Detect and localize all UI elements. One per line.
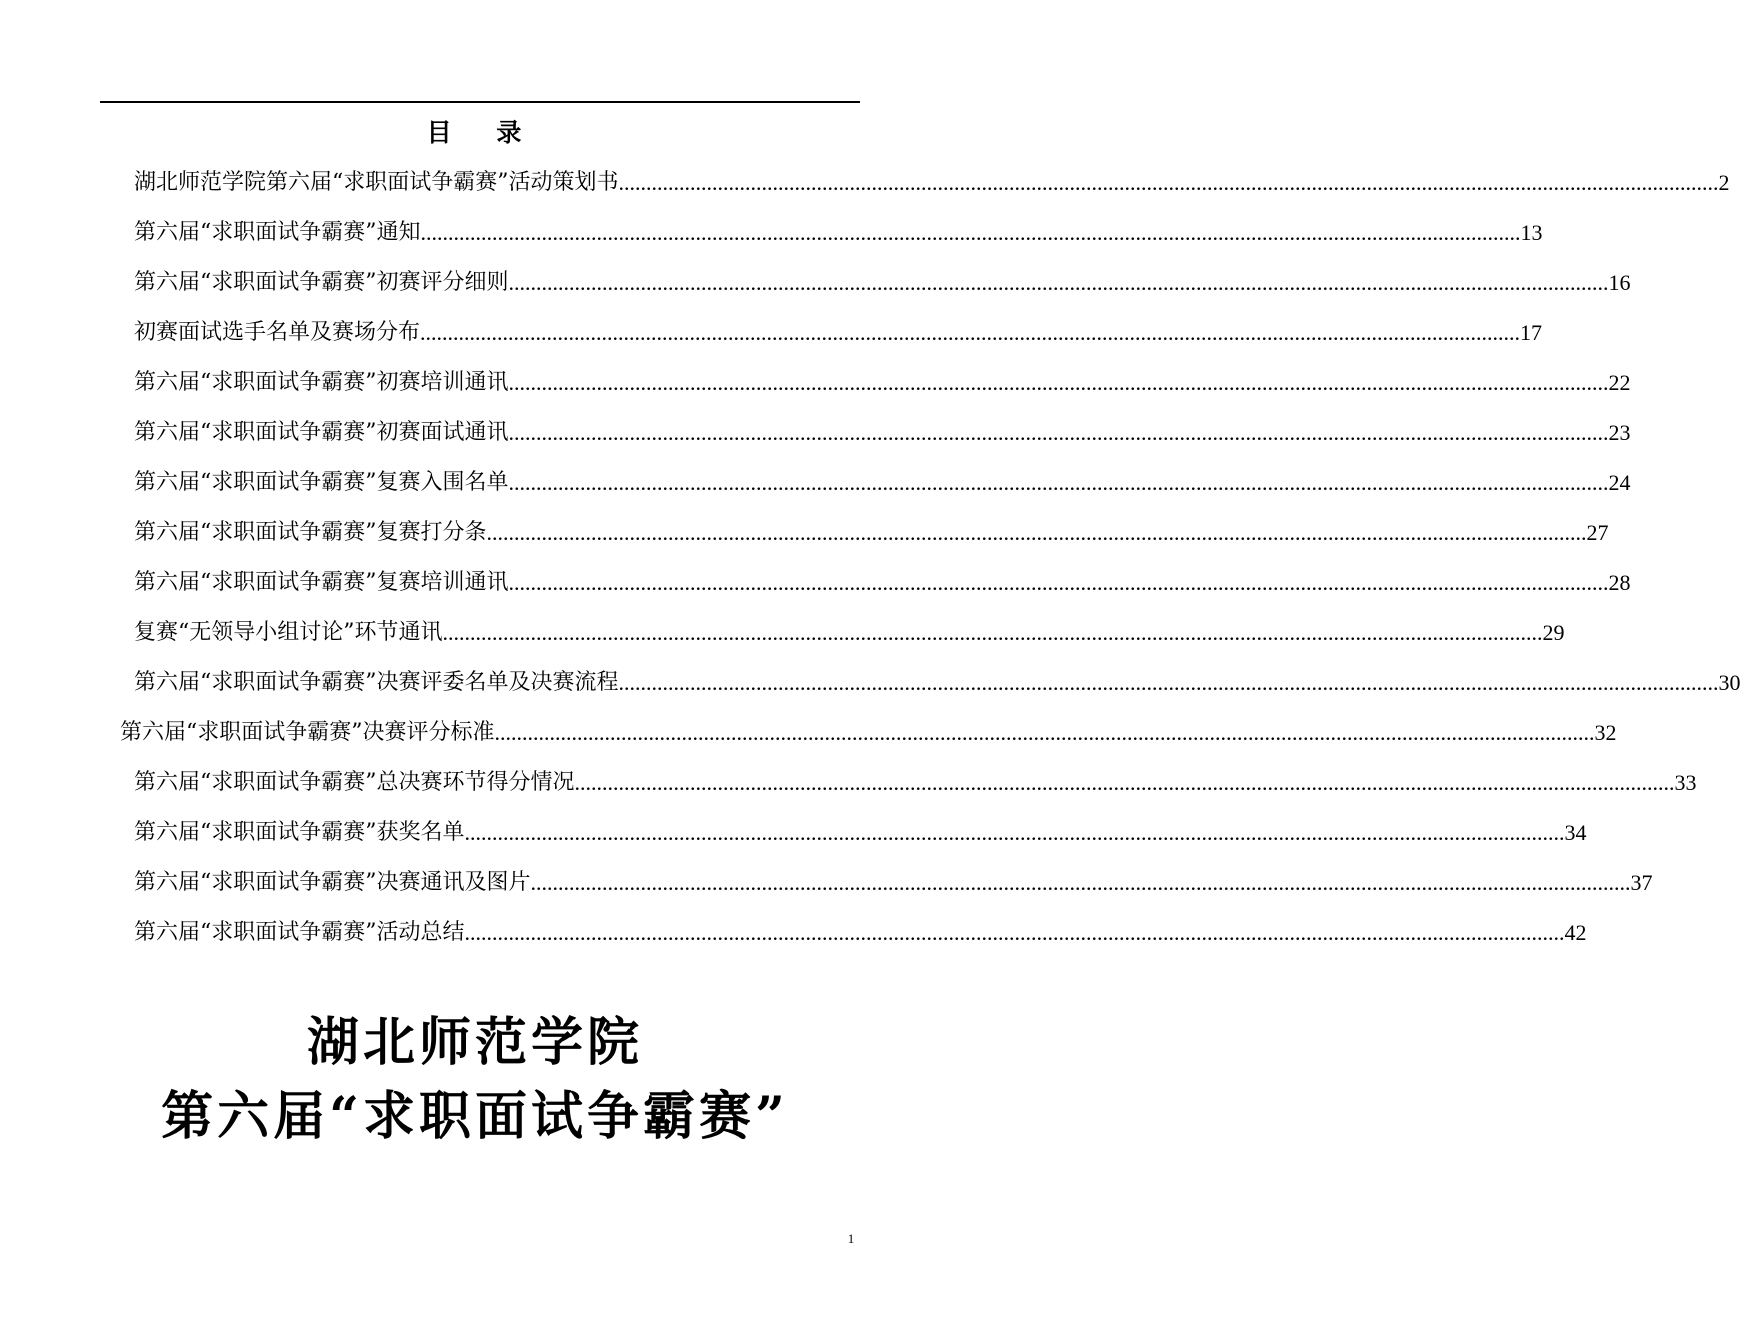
toc-entry-title: 第六届“求职面试争霸赛”复赛入围名单 bbox=[134, 470, 509, 495]
toc-entry-page: 23 bbox=[1608, 420, 1631, 445]
toc-dot-leader: ........................................................................................................................................................................................................ bbox=[494, 720, 1595, 745]
toc-dot-leader: ........................................................................................................................................................................................................ bbox=[420, 320, 1521, 345]
toc-entry-page: 34 bbox=[1564, 820, 1587, 845]
toc-entry[interactable] bbox=[134, 308, 1543, 358]
toc-dot-leader: ........................................................................................................................................................................................................ bbox=[618, 670, 1719, 695]
toc-entry[interactable] bbox=[134, 458, 1631, 508]
toc-entry-title: 第六届“求职面试争霸赛”通知 bbox=[134, 220, 421, 245]
toc-entry-title: 第六届“求职面试争霸赛”活动总结 bbox=[134, 920, 465, 945]
toc-dot-leader: ........................................................................................................................................................................................................ bbox=[420, 220, 1521, 245]
toc-dot-leader: ........................................................................................................................................................................................................ bbox=[530, 870, 1631, 895]
toc-dot-leader: ........................................................................................................................................................................................................ bbox=[508, 270, 1609, 295]
toc-entry-page: 24 bbox=[1608, 470, 1631, 495]
toc-entry-page: 33 bbox=[1674, 770, 1697, 795]
toc-entry-title: 第六届“求职面试争霸赛”获奖名单 bbox=[134, 820, 465, 845]
page-number: 1 bbox=[847, 1231, 855, 1246]
toc-entry[interactable] bbox=[134, 258, 1631, 308]
toc-entry[interactable] bbox=[134, 858, 1653, 908]
toc-dot-leader: ........................................................................................................................................................................................................ bbox=[618, 170, 1719, 195]
toc-dot-leader: ........................................................................................................................................................................................................ bbox=[442, 620, 1543, 645]
toc-entry-page: 32 bbox=[1594, 720, 1617, 745]
toc-entry[interactable] bbox=[134, 358, 1631, 408]
toc-entry-title: 复赛“无领导小组讨论”环节通讯 bbox=[134, 620, 443, 645]
header-rule bbox=[100, 101, 860, 103]
document-title-line-1: 湖北师范学院 bbox=[306, 1012, 643, 1073]
toc-entry-page: 2 bbox=[1718, 170, 1730, 195]
toc-entry[interactable] bbox=[134, 158, 1730, 208]
toc-entry[interactable] bbox=[134, 908, 1587, 958]
toc-entry-page: 29 bbox=[1542, 620, 1565, 645]
toc-entry[interactable] bbox=[120, 708, 1617, 758]
toc-dot-leader: ........................................................................................................................................................................................................ bbox=[464, 820, 1565, 845]
toc-entry-page: 27 bbox=[1586, 520, 1609, 545]
toc-entry-page: 30 bbox=[1718, 670, 1741, 695]
toc-heading: 目 录 bbox=[426, 118, 524, 147]
toc-entry[interactable] bbox=[134, 208, 1543, 258]
toc-entry-title: 第六届“求职面试争霸赛”初赛面试通讯 bbox=[134, 420, 509, 445]
toc-entry-title: 第六届“求职面试争霸赛”初赛培训通讯 bbox=[134, 370, 509, 395]
toc-entry-page: 16 bbox=[1608, 270, 1631, 295]
toc-entry-title: 第六届“求职面试争霸赛”初赛评分细则 bbox=[134, 270, 509, 295]
toc-entry-title: 第六届“求职面试争霸赛”决赛评委名单及决赛流程 bbox=[134, 670, 619, 695]
toc-entry-title: 初赛面试选手名单及赛场分布 bbox=[134, 320, 421, 345]
document-title-line-2: 第六届“求职面试争霸赛” bbox=[161, 1086, 789, 1147]
toc-dot-leader: ........................................................................................................................................................................................................ bbox=[464, 920, 1565, 945]
toc-entry-title: 第六届“求职面试争霸赛”决赛评分标准 bbox=[120, 720, 495, 745]
toc-entry-title: 第六届“求职面试争霸赛”复赛培训通讯 bbox=[134, 570, 509, 595]
toc-entry-title: 第六届“求职面试争霸赛”决赛通讯及图片 bbox=[134, 870, 531, 895]
toc-entry-page: 17 bbox=[1520, 320, 1543, 345]
toc-entry-page: 22 bbox=[1608, 370, 1631, 395]
toc-entry[interactable] bbox=[134, 558, 1631, 608]
toc-entry[interactable] bbox=[134, 508, 1609, 558]
toc-dot-leader: ........................................................................................................................................................................................................ bbox=[486, 520, 1587, 545]
toc-entry-page: 42 bbox=[1564, 920, 1587, 945]
toc-dot-leader: ........................................................................................................................................................................................................ bbox=[508, 420, 1609, 445]
toc-dot-leader: ........................................................................................................................................................................................................ bbox=[574, 770, 1675, 795]
toc-entry[interactable] bbox=[134, 608, 1565, 658]
toc-entry-title: 湖北师范学院第六届“求职面试争霸赛”活动策划书 bbox=[134, 170, 619, 195]
toc-dot-leader: ........................................................................................................................................................................................................ bbox=[508, 370, 1609, 395]
toc-entry-page: 13 bbox=[1520, 220, 1543, 245]
toc-entry-title: 第六届“求职面试争霸赛”复赛打分条 bbox=[134, 520, 487, 545]
toc-entry[interactable] bbox=[134, 808, 1587, 858]
toc-entry[interactable] bbox=[134, 658, 1741, 708]
toc-entry-page: 28 bbox=[1608, 570, 1631, 595]
toc-entry-title: 第六届“求职面试争霸赛”总决赛环节得分情况 bbox=[134, 770, 575, 795]
toc-entry-page: 37 bbox=[1630, 870, 1653, 895]
toc-entry[interactable] bbox=[134, 758, 1697, 808]
toc-entry[interactable] bbox=[134, 408, 1631, 458]
toc-dot-leader: ........................................................................................................................................................................................................ bbox=[508, 470, 1609, 495]
toc-dot-leader: ........................................................................................................................................................................................................ bbox=[508, 570, 1609, 595]
